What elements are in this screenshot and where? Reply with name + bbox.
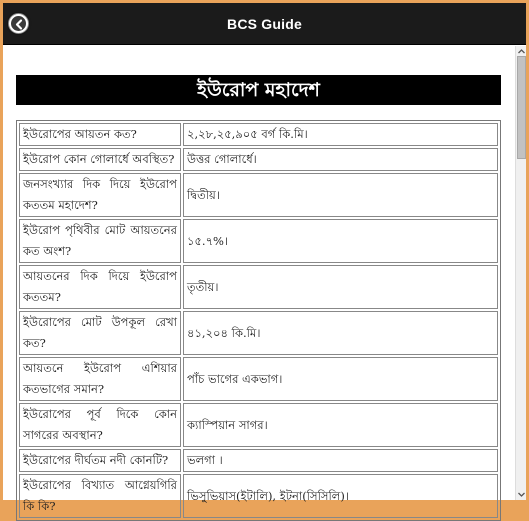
header-bar [3, 3, 526, 45]
question-cell: ইউরোপের আয়তন কত? [19, 123, 181, 146]
table-row [19, 449, 498, 472]
table-row [19, 403, 498, 447]
question-cell: ইউরোপের বিখ্যাত আগ্নেয়গিরি কি কি? [19, 474, 181, 518]
table-row [19, 123, 498, 146]
answer-cell: ভলগা । [183, 449, 498, 472]
question-cell: আয়তনে ইউরোপ এশিয়ার কতভাগের সমান? [19, 357, 181, 401]
question-cell: জনসংখ্যার দিক দিয়ে ইউরোপ কততম মহাদেশ? [19, 173, 181, 217]
question-cell: ইউরোপ পৃথিবীর মোট আয়তনের কত অংশ? [19, 219, 181, 263]
table-row [19, 357, 498, 401]
question-cell: ইউরোপের মোট উপকূল রেখা কত? [19, 311, 181, 355]
answer-cell: তৃতীয়। [183, 265, 498, 309]
table-row [19, 265, 498, 309]
answer-cell: ৪১,২০৪ কি.মি। [183, 311, 498, 355]
vertical-scrollbar[interactable] [515, 46, 526, 500]
answer-cell: দ্বিতীয়। [183, 173, 498, 217]
scrollbar-thumb[interactable] [517, 56, 526, 159]
table-row [19, 311, 498, 355]
answer-cell: ক্যাস্পিয়ান সাগর। [183, 403, 498, 447]
scroll-up-arrow-icon[interactable] [517, 47, 526, 56]
table-row [19, 173, 498, 217]
answer-cell: উত্তর গোলার্ধে। [183, 148, 498, 171]
answer-cell: ১৫.৭%। [183, 219, 498, 263]
table-row [19, 219, 498, 263]
question-cell: আয়তনের দিক দিয়ে ইউরোপ কততম? [19, 265, 181, 309]
table-row [19, 474, 498, 518]
content-area [3, 46, 513, 513]
question-cell: ইউরোপ কোন গোলার্ধে অবস্থিত? [19, 148, 181, 171]
answer-cell: ২,২৮,২৫,৯০৫ বর্গ কি.মি। [183, 123, 498, 146]
table-row [19, 148, 498, 171]
qa-table [16, 120, 501, 521]
question-cell: ইউরোপের পূর্ব দিকে কোন সাগরের অবস্থান? [19, 403, 181, 447]
answer-cell: ভিসুভিয়াস(ইটালি), ইটনা(সিসিলি)। [183, 474, 498, 518]
question-cell: ইউরোপের দীর্ঘতম নদী কোনটি? [19, 449, 181, 472]
scroll-down-arrow-icon[interactable] [517, 490, 526, 499]
page-title: BCS Guide [227, 16, 302, 32]
answer-cell: পাঁচ ভাগের একভাগ। [183, 357, 498, 401]
app-window [3, 3, 526, 513]
section-heading: ইউরোপ মহাদেশ [16, 75, 501, 105]
